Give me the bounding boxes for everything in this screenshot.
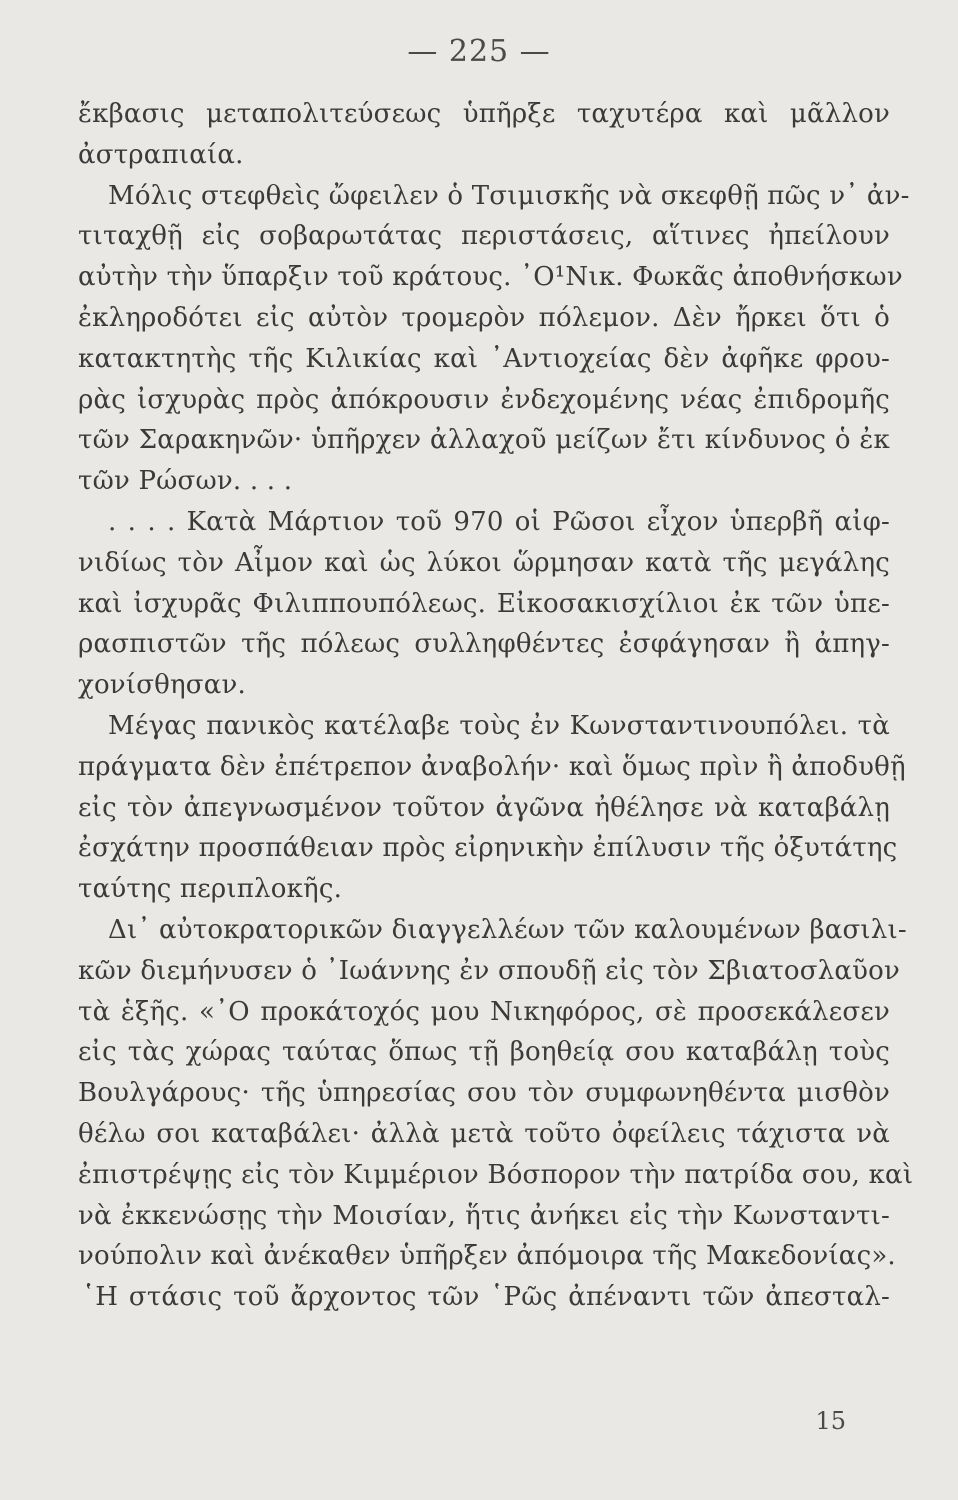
text-line: εἰς τὰς χώρας ταύτας ὅπως τῇ βοηθείᾳ σου καταβάλῃ τοὺς	[78, 1037, 890, 1068]
text-line: Βουλγάρους· τῆς ὑπηρεσίας σου τὸν συμφωνηθέντα μισθὸν	[78, 1078, 890, 1109]
text-line: ἀστραπιαία.	[78, 139, 244, 170]
page-number: — 225 —	[407, 34, 551, 69]
text-line: νούπολιν καὶ ἀνέκαθεν ὑπῆρξεν ἀπόμοιρα τῆς Μακεδονίας».	[78, 1241, 896, 1272]
text-line: χονίσθησαν.	[78, 670, 246, 701]
text-line: καὶ ἰσχυρᾶς Φιλιππουπόλεως. Εἰκοσακισχίλιοι ἐκ τῶν ὑπε-	[78, 588, 890, 619]
text-line: τῶν Σαρακηνῶν· ὑπῆρχεν ἀλλαχοῦ μείζων ἔτι κίνδυνος ὁ ἐκ	[78, 425, 890, 456]
text-line: ῾Η στάσις τοῦ ἄρχοντος τῶν ῾Ρῶς ἀπέναντι τῶν ἀπεσταλ-	[82, 1282, 890, 1313]
text-line: Δι᾽ αὐτοκρατορικῶν διαγγελλέων τῶν καλουμένων βασιλι-	[108, 914, 907, 945]
text-line: νιδίως τὸν Αἶμον καὶ ὡς λύκοι ὥρμησαν κατὰ τῆς μεγάλης	[78, 547, 890, 578]
text-line: κατακτητὴς τῆς Κιλικίας καὶ ᾿Αντιοχείας δὲν ἀφῆκε φρου-	[78, 343, 890, 374]
text-line: ἐκληροδότει εἰς αὐτὸν τρομερὸν πόλεμον. Δὲν ἤρκει ὅτι ὁ	[78, 302, 890, 333]
body-text	[78, 94, 914, 1318]
text-line: θέλω σοι καταβάλει· ἀλλὰ μετὰ τοῦτο ὀφείλεις τάχιστα νὰ	[78, 1118, 890, 1149]
text-line: . . . . Κατὰ Μάρτιον τοῦ 970 οἱ Ρῶσοι εἶχον ὑπερβῆ αἰφ-	[108, 506, 890, 537]
text-line: ἐσχάτην προσπάθειαν πρὸς εἰρηνικὴν ἐπίλυσιν τῆς ὀξυτάτης	[78, 833, 898, 864]
text-line: εἰς τὸν ἀπεγνωσμένον τοῦτον ἀγῶνα ἠθέλησε νὰ καταβάλῃ	[78, 792, 890, 823]
signature-mark: 15	[815, 1407, 846, 1435]
text-line: αὐτὴν τὴν ὕπαρξιν τοῦ κράτους. ᾿Ο¹Νικ. Φωκᾶς ἀποθνήσκων	[78, 262, 903, 293]
text-line: πράγματα δὲν ἐπέτρεπον ἀναβολήν· καὶ ὅμως πρὶν ἢ ἀποδυθῇ	[78, 751, 906, 782]
text-line: ταύτης περιπλοκῆς.	[78, 874, 343, 905]
text-line: Μόλις στεφθεὶς ὤφειλεν ὁ Τσιμισκῆς νὰ σκεφθῇ πῶς ν᾽ ἀν-	[108, 180, 910, 211]
text-line: ρασπιστῶν τῆς πόλεως συλληφθέντες ἐσφάγησαν ἢ ἀπηγ-	[78, 629, 890, 660]
text-line: ἐπιστρέψῃς εἰς τὸν Κιμμέριον Βόσπορον τὴν πατρίδα σου, καὶ	[78, 1159, 914, 1190]
text-line: ἔκβασις μεταπολιτεύσεως ὑπῆρξε ταχυτέρα καὶ μᾶλλον	[78, 99, 890, 129]
text-line: τιταχθῇ εἰς σοβαρωτάτας περιστάσεις, αἵτινες ἠπείλουν	[78, 221, 890, 252]
text-line: Μέγας πανικὸς κατέλαβε τοὺς ἐν Κωνσταντινουπόλει. τὰ	[108, 710, 890, 741]
text-line: ρὰς ἰσχυρὰς πρὸς ἀπόκρουσιν ἐνδεχομένης νέας ἐπιδρομῆς	[78, 384, 890, 415]
text-line: τὰ ἑξῆς. «᾿Ο προκάτοχός μου Νικηφόρος, σὲ προσεκάλεσεν	[78, 996, 890, 1027]
text-line: τῶν Ρώσων. . . .	[78, 466, 293, 497]
text-line: νὰ ἐκκενώσῃς τὴν Μοισίαν, ἥτις ἀνήκει εἰς τὴν Κωνσταντι-	[78, 1200, 890, 1231]
text-line: κῶν διεμήνυσεν ὁ ᾿Ιωάννης ἐν σπουδῇ εἰς τὸν Σβιατοσλαῦον	[78, 955, 901, 986]
